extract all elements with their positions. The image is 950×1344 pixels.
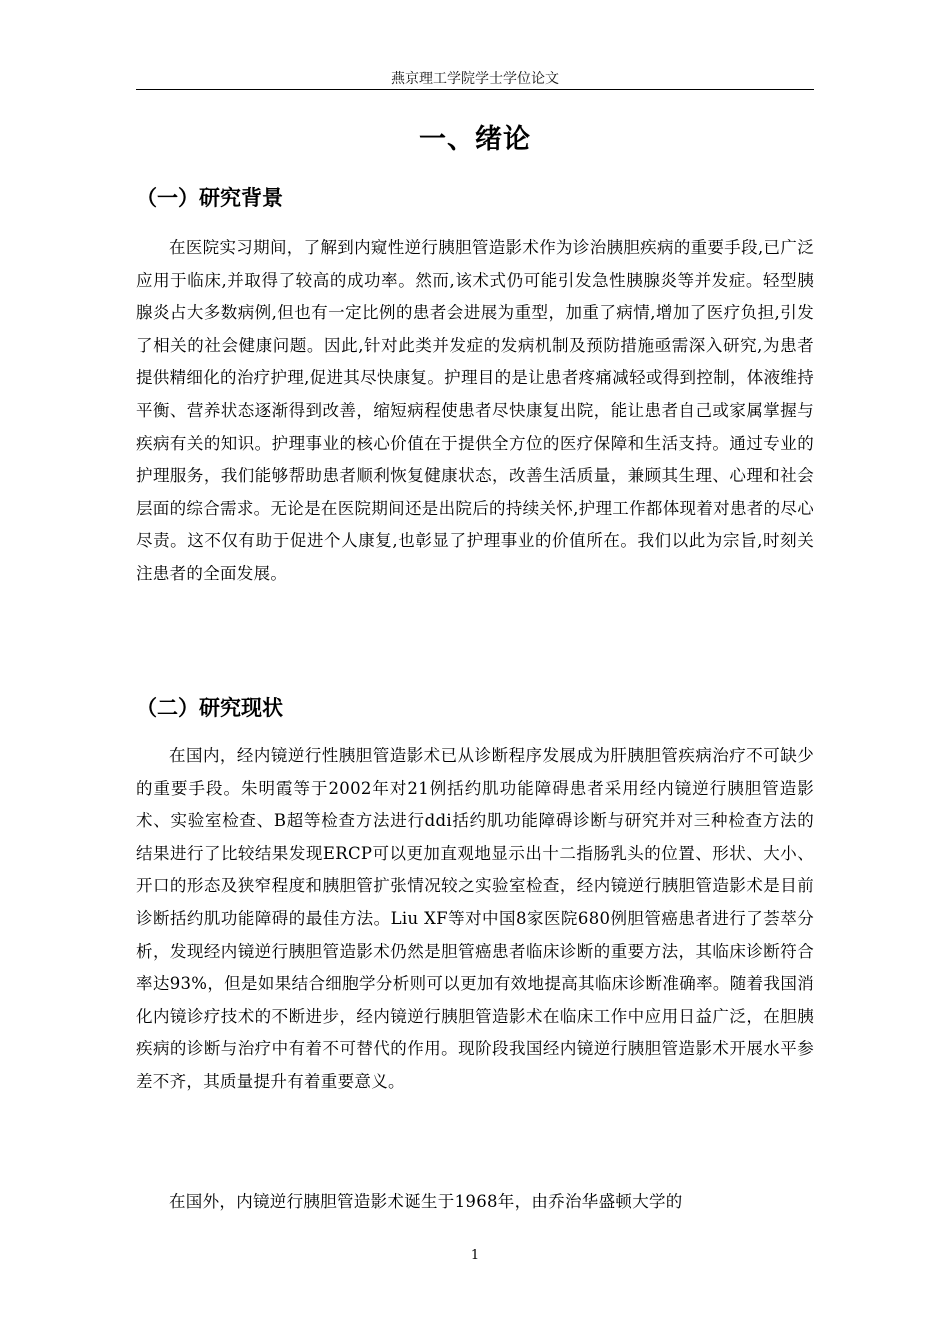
chapter-title: 一、绪论 (419, 124, 531, 155)
paragraph-foreign-status: 在国外，内镜逆行胰胆管造影术诞生于1968年，由乔治华盛顿大学的 (169, 1192, 683, 1211)
section-title-status: （二）研究现状 (136, 696, 283, 720)
running-header: 燕京理工学院学士学位论文 (391, 71, 559, 87)
section-title-background: （一）研究背景 (136, 186, 283, 210)
header-divider (136, 89, 814, 90)
paragraph-background: 在医院实习期间，了解到内窥性逆行胰胆管造影术作为诊治胰胆疾病的重要手段,已广泛应用于临床,并取得了较高的成功率。然而,该术式仍可能引发急性胰腺炎等并发症。轻型胰腺炎占大多数病例,但也有一定比例的患者会进展为重型，加重了病情,增加了医疗负担,引发了相关的社会健康问题。因此,针对此类并发症的发病机制及预防措施亟需深入研究,为患者提供精细化的治疗护理,促进其尽快康复。护理目的是让患者疼痛减轻或得到控制，体液维持平衡、营养状态逐渐得到改善，缩短病程使患者尽快康复出院，能让患者自己或家属掌握与疾病有关的知识。护理事业的核心价值在于提供全方位的医疗保障和生活支持。通过专业的护理服务，我们能够帮助患者顺利恢复健康状态，改善生活质量，兼顾其生理、心理和社会层面的综合需求。无论是在医院期间还是出院后的持续关怀,护理工作都体现着对患者的尽心尽责。这不仅有助于促进个人康复,也彰显了护理事业的价值所在。我们以此为宗旨,时刻关注患者的全面发展。 (136, 238, 814, 583)
paragraph-domestic-status: 在国内，经内镜逆行性胰胆管造影术已从诊断程序发展成为肝胰胆管疾病治疗不可缺少的重要手段。朱明霞等于2002年对21例括约肌功能障碍患者采用经内镜逆行胰胆管造影术、实验室检查、B超等检查方法进行ddi括约肌功能障碍诊断与研究并对三种检查方法的结果进行了比较结果发现ERCP可以更加直观地显示出十二指肠乳头的位置、形状、大小、开口的形态及狭窄程度和胰胆管扩张情况较之实验室检查，经内镜逆行胰胆管造影术是目前诊断括约肌功能障碍的最佳方法。Liu XF等对中国8家医院680例胆管癌患者进行了荟萃分析，发现经内镜逆行胰胆管造影术仍然是胆管癌患者临床诊断的重要方法，其临床诊断符合率达93%，但是如果结合细胞学分析则可以更加有效地提高其临床诊断准确率。随着我国消化内镜诊疗技术的不断进步，经内镜逆行胰胆管造影术在临床工作中应用日益广泛，在胆胰疾病的诊断与治疗中有着不可替代的作用。现阶段我国经内镜逆行胰胆管造影术开展水平参差不齐，其质量提升有着重要意义。 (136, 746, 814, 1091)
page-number: 1 (470, 1248, 480, 1263)
